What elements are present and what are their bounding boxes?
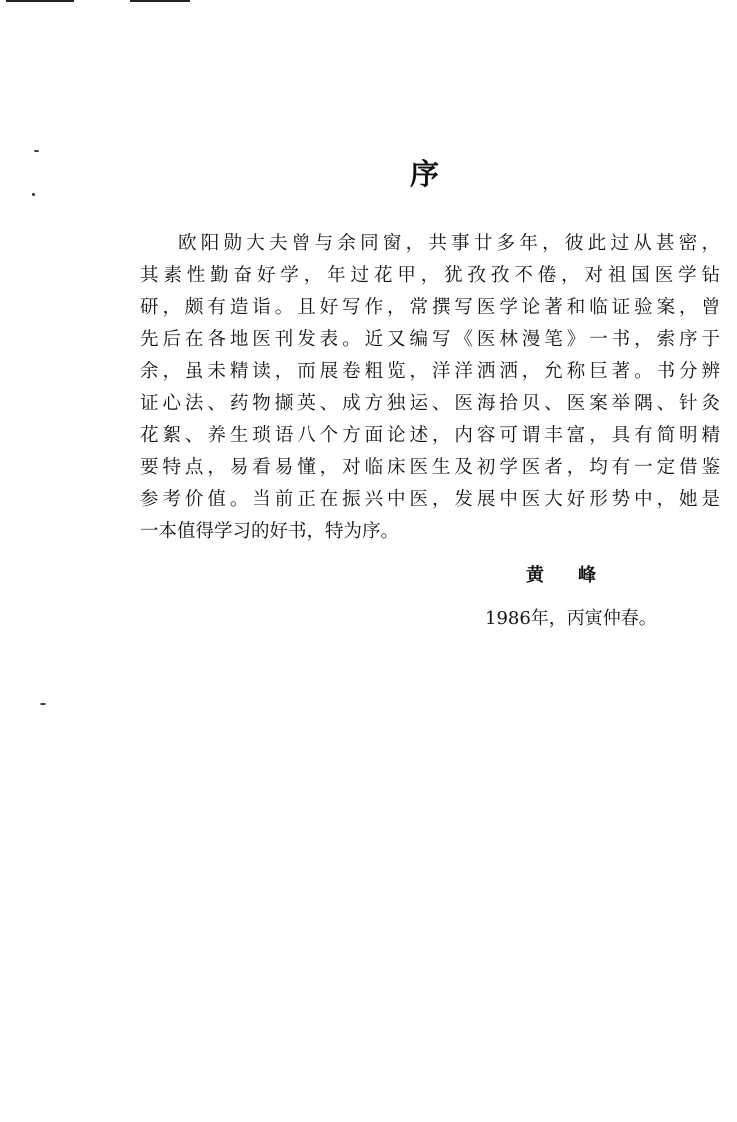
scan-speck [32,193,35,196]
preface-line: 证心法、药物撷英、成方独运、医海拾贝、医案举隅、针灸 [140,393,720,414]
preface-line: 参考价值。当前正在振兴中医，发展中医大好形势中，她是 [140,489,720,510]
page-title: 序 [410,157,440,191]
preface-line: 其素性勤奋好学，年过花甲，犹孜孜不倦，对祖国医学钻 [140,265,720,286]
preface-line: 花絮、养生琐语八个方面论述，内容可谓丰富，具有简明精 [140,425,720,446]
date-line: 1986年，丙寅仲春。 [485,608,657,629]
preface-line: 要特点，易看易懂，对临床医生及初学医者，均有一定借鉴 [140,457,720,478]
scan-speck [40,703,46,705]
preface-line: 一本值得学习的好书，特为序。 [140,521,400,542]
preface-line: 欧阳勋大夫曾与余同窗，共事廿多年，彼此过从甚密， [178,233,720,254]
preface-body [140,228,720,548]
preface-line: 余，虽未精读，而展卷粗览，洋洋洒洒，允称巨著。书分辨 [140,361,720,382]
top-rule-right [130,0,190,2]
preface-line: 先后在各地医刊发表。近又编写《医林漫笔》一书，索序于 [140,329,720,350]
top-rule-left [6,0,74,2]
scan-speck [34,150,39,152]
author-signature: 黄峰 [526,565,630,586]
preface-line: 研，颇有造诣。且好写作，常撰写医学论著和临证验案，曾 [140,297,720,318]
